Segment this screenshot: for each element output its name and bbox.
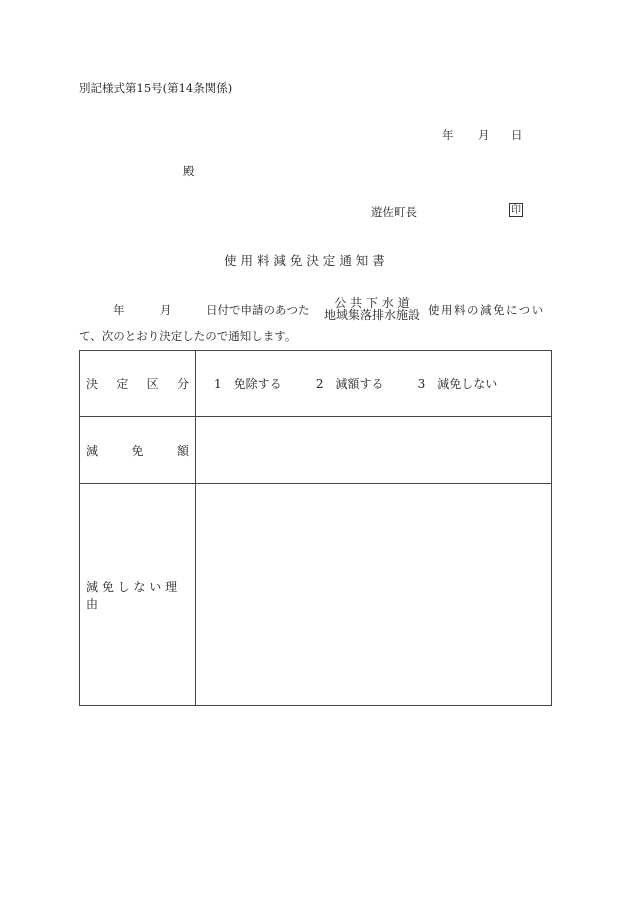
addressee-suffix: 殿 (183, 164, 195, 178)
date-month-label: 月 (478, 128, 490, 142)
facility-option-community-drainage: 地域集落排水施設 (323, 308, 420, 322)
request-text: 日付で申請のあつた (206, 303, 310, 317)
decision-options (196, 351, 552, 417)
option-no-reduction[interactable]: 3 減免しない (417, 377, 498, 391)
table-row-reduction-amount (80, 417, 552, 484)
reduction-amount-field[interactable] (196, 417, 552, 484)
seal-mark: 印 (511, 205, 521, 216)
body-month-label: 月 (160, 303, 172, 317)
decision-table (79, 350, 552, 706)
no-reduction-reason-field[interactable] (196, 484, 552, 706)
table-row-decision-type (80, 351, 552, 417)
document-title: 使 用 料 減 免 決 定 通 知 書 (224, 253, 385, 268)
label-decision-type: 決 定 区 分 (80, 351, 196, 417)
body-line-2: て、次のとおり決定したので通知します。 (79, 329, 297, 343)
label-reduction-amount: 減 免 額 (80, 417, 196, 484)
form-number: 別記様式第15号(第14条関係) (79, 81, 233, 95)
option-reduce[interactable]: 2 減額する (315, 377, 384, 391)
issuer-title: 遊佐町長 (371, 205, 417, 219)
table-row-reason (80, 484, 552, 706)
body-continuation: 使用料の減免につい (428, 303, 545, 317)
facility-option-public-sewer: 公 共 下 水 道 (334, 296, 410, 310)
option-exempt[interactable]: 1 免除する (214, 377, 282, 391)
body-year-label: 年 (113, 303, 125, 317)
label-no-reduction-reason: 減 免 し な い 理 由 (80, 484, 196, 706)
date-year-label: 年 (442, 128, 454, 142)
facility-type-choice (322, 297, 422, 321)
date-day-label: 日 (511, 128, 523, 142)
